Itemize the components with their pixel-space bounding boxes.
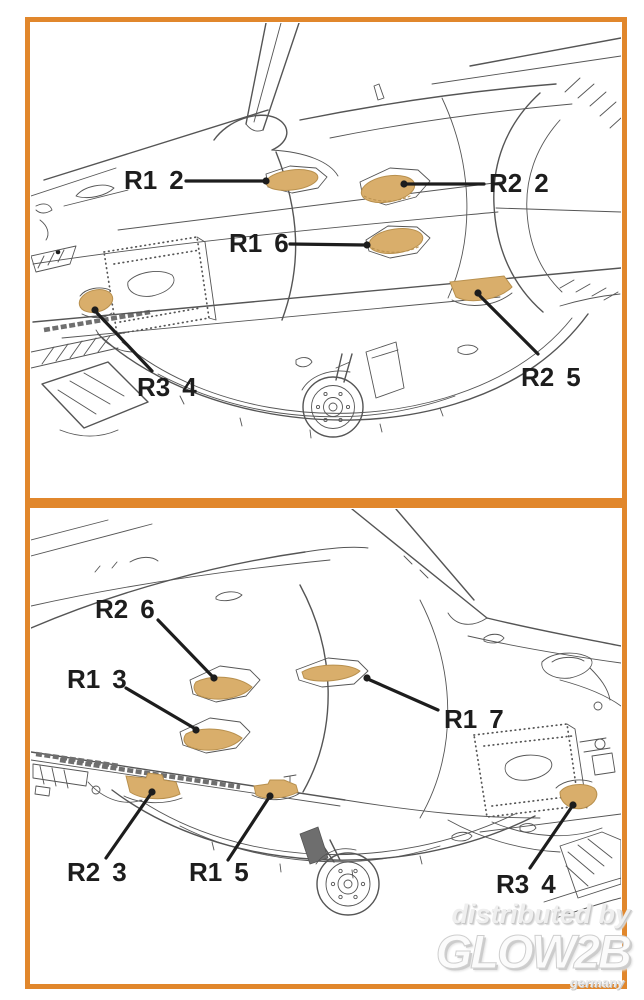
label-number: 4 — [182, 372, 197, 402]
part-label-r1-5 — [189, 859, 249, 885]
part-label-r1-7 — [444, 706, 504, 732]
label-number: 6 — [274, 228, 289, 258]
label-number: 2 — [534, 168, 549, 198]
label-sheet: R1 — [124, 165, 158, 195]
part-label-r1-2 — [124, 167, 184, 193]
resin-part-r1-7 — [296, 658, 368, 687]
resin-part-r1-3 — [180, 718, 250, 753]
part-label-r2-5 — [521, 364, 581, 390]
label-sheet: R2 — [95, 594, 129, 624]
label-number: 3 — [112, 664, 127, 694]
label-sheet: R1 — [229, 228, 263, 258]
resin-part-r1-2 — [265, 166, 327, 193]
part-label-r3-4-bottom — [496, 871, 556, 897]
label-number: 5 — [234, 857, 249, 887]
label-number: 7 — [489, 704, 504, 734]
label-number: 6 — [140, 594, 155, 624]
label-sheet: R2 — [521, 362, 555, 392]
part-label-r3-4-top — [137, 374, 197, 400]
part-label-r1-3 — [67, 666, 127, 692]
leader-lines-top — [91, 177, 538, 371]
label-number: 2 — [169, 165, 184, 195]
label-sheet: R2 — [67, 857, 101, 887]
resin-part-r1-5 — [252, 780, 300, 800]
watermark-country: germany — [569, 975, 624, 990]
resin-part-r2-6 — [190, 666, 260, 702]
resin-part-r1-6 — [366, 225, 430, 258]
watermark-prefix: distributed by — [451, 899, 630, 930]
resin-part-r2-2 — [359, 168, 430, 206]
label-number: 4 — [541, 869, 556, 899]
part-label-r2-2 — [489, 170, 549, 196]
label-sheet: R3 — [496, 869, 530, 899]
part-label-r2-3 — [67, 859, 127, 885]
label-sheet: R3 — [137, 372, 171, 402]
label-sheet: R1 — [444, 704, 478, 734]
part-label-r2-6 — [95, 596, 155, 622]
label-sheet: R1 — [189, 857, 223, 887]
part-label-r1-6 — [229, 230, 289, 256]
label-sheet: R1 — [67, 664, 101, 694]
leader-lines-bottom — [106, 620, 577, 868]
glow2b-logo: GLOW2B — [435, 925, 630, 979]
label-number: 3 — [112, 857, 127, 887]
label-number: 5 — [566, 362, 581, 392]
label-sheet: R2 — [489, 168, 523, 198]
